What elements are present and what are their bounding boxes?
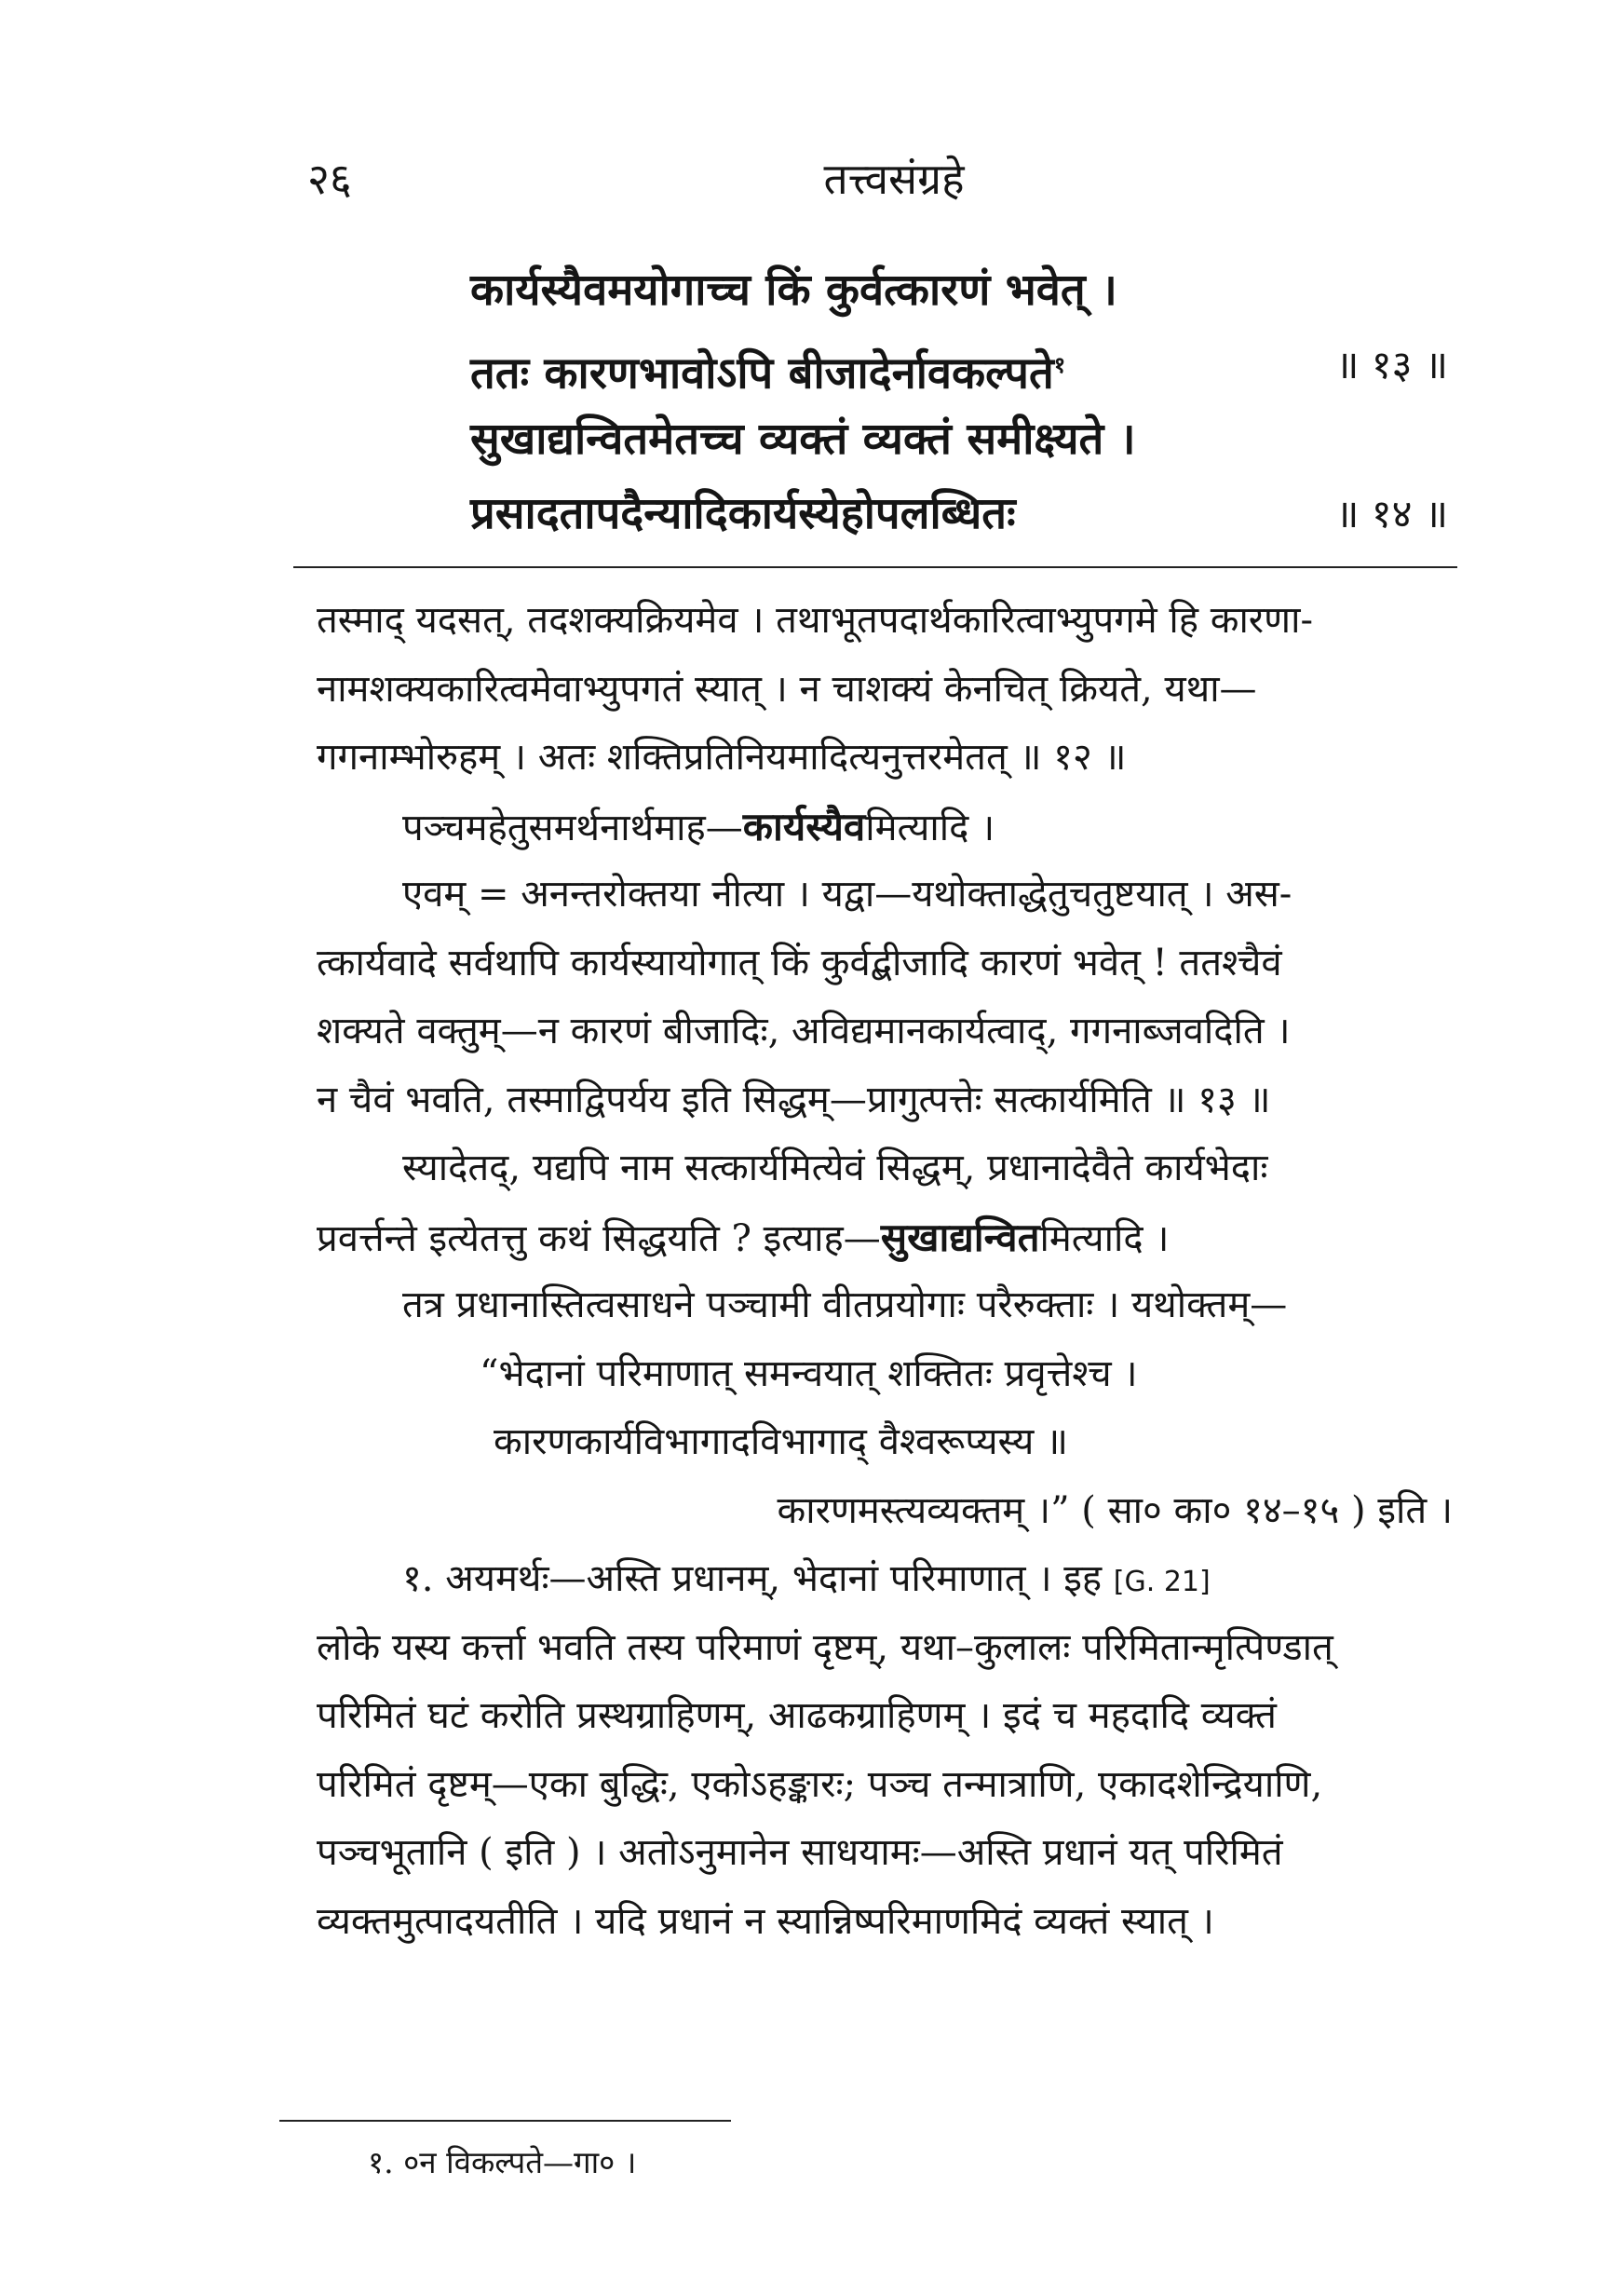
text-line: [317, 1203, 1462, 1272]
pratika: सुखाद्यन्वित: [880, 1214, 1040, 1260]
footnote-divider: [279, 2120, 731, 2122]
text-line: पञ्चभूतानि ( इति ) । अतोऽनुमानेन साधयामः—अस्ति प्रधानं यत् परिमितं: [317, 1831, 1283, 1874]
running-title: तत्त्वसंग्रहे: [823, 154, 965, 204]
verse-text: ततः कारणभावोऽपि बीजादेर्नावकल्पते: [470, 347, 1054, 400]
text-run: पञ्चमहेतुसमर्थनार्थमाह—: [402, 806, 743, 849]
text-line: गगनाम्भोरुहम् । अतः शक्तिप्रतिनियमादित्यनुत्तरमेतत् ॥ १२ ॥: [317, 736, 1127, 779]
text-line: स्यादेतद्, यद्यपि नाम सत्कार्यमित्येवं सिद्धम्, प्रधानादेवैते कार्यभेदाः: [402, 1147, 1268, 1189]
verse-text: कार्यस्यैवमयोगाच्च किं कुर्वत्कारणं भवेत् ।: [470, 265, 1117, 316]
text-line: नामशक्यकारित्वमेवाभ्युपगतं स्यात् । न चाशक्यं केनचित् क्रियते, यथा—: [317, 667, 1257, 711]
footnote-marker: १: [1053, 351, 1066, 378]
text-line: शक्यते वक्तुम्—न कारणं बीजादिः, अविद्यमानकार्यत्वाद्, गगनाब्जवदिति ।: [317, 1010, 1291, 1052]
text-run: मित्यादि ।: [865, 806, 995, 849]
text-line: एवम् = अनन्तरोक्तया नीत्या । यद्वा—यथोक्ताद्धेतुचतुष्टयात् । अस-: [402, 873, 1292, 916]
verse-line: [470, 402, 1448, 477]
text-line: [317, 1545, 1462, 1614]
text-line: न चैवं भवति, तस्माद्विपर्यय इति सिद्धम्—प्रागुत्पत्तेः सत्कार्यमिति ॥ १३ ॥: [317, 1078, 1271, 1121]
text-line: परिमितं दृष्टम्—एका बुद्धिः, एकोऽहङ्कारः; पञ्च तन्मात्राणि, एकादशेन्द्रियाणि,: [317, 1762, 1323, 1806]
verse-line: [470, 328, 1448, 402]
text-line: त्कार्यवादे सर्वथापि कार्यस्यायोगात् किं कुर्वद्बीजादि कारणं भवेत् ! ततश्चैवं: [317, 941, 1282, 984]
verse-text: सुखाद्यन्वितमेतच्च व्यक्तं व्यक्तं समीक्ष्यते ।: [470, 414, 1136, 465]
footnote: १. ०न विकल्पते—गा० ।: [368, 2144, 637, 2180]
text-line: परिमितं घटं करोति प्रस्थग्राहिणम्, आढकग्राहिणम् । इदं च महदादि व्यक्तं: [317, 1694, 1277, 1737]
text-run: १. अयमर्थः—अस्ति प्रधानम्, भेदानां परिमाणात् । इह: [402, 1557, 1103, 1600]
verse-line: [470, 477, 1448, 551]
text-run: प्रवर्त्तन्ते इत्येतत्तु कथं सिद्धयति ? इत्याह—: [317, 1216, 881, 1260]
page-header: [307, 149, 1481, 214]
quote-line: कारणमस्त्यव्यक्तम् ।” ( सा० का० १४–१५ ) इति ।: [777, 1488, 1453, 1532]
verse-divider: [293, 566, 1457, 568]
text-line: तत्र प्रधानास्तित्वसाधने पञ्चामी वीतप्रयोगाः परैरुक्ताः । यथोक्तम्—: [402, 1283, 1288, 1326]
text-line: तस्माद् यदसत्, तदशक्यक्रियमेव । तथाभूतपदार्थकारित्वाभ्युपगमे हि कारणा-: [317, 599, 1313, 642]
text-line: [317, 793, 1462, 862]
pratika: कार्यस्यैव: [742, 803, 866, 849]
text-line: व्यक्तमुत्पादयतीति । यदि प्रधानं न स्यान्निष्परिमाणमिदं व्यक्तं स्यात् ।: [317, 1899, 1214, 1943]
quote-line: “भेदानां परिमाणात् समन्वयात् शक्तितः प्रवृत्तेश्च ।: [480, 1351, 1138, 1395]
page-reference: [G. 21]: [1113, 1566, 1211, 1598]
verse-number: ॥ १४ ॥: [1335, 491, 1448, 536]
page-number: २६: [307, 154, 352, 204]
text-line: लोके यस्य कर्त्ता भवति तस्य परिमाणं दृष्टम्, यथा–कुलालः परिमितान्मृत्पिण्डात्: [317, 1625, 1333, 1669]
verse-block: [470, 253, 1448, 551]
text-run: मित्यादि ।: [1039, 1216, 1170, 1260]
quote-line: कारणकार्यविभागादविभागाद् वैश्वरूप्यस्य ॥: [494, 1420, 1068, 1463]
commentary: [317, 587, 1462, 1956]
verse-number: ॥ १३ ॥: [1335, 342, 1448, 387]
verse-line: [470, 253, 1448, 328]
verse-text: प्रसादतापदैन्यादिकार्यस्येहोपलब्धितः: [470, 488, 1016, 539]
